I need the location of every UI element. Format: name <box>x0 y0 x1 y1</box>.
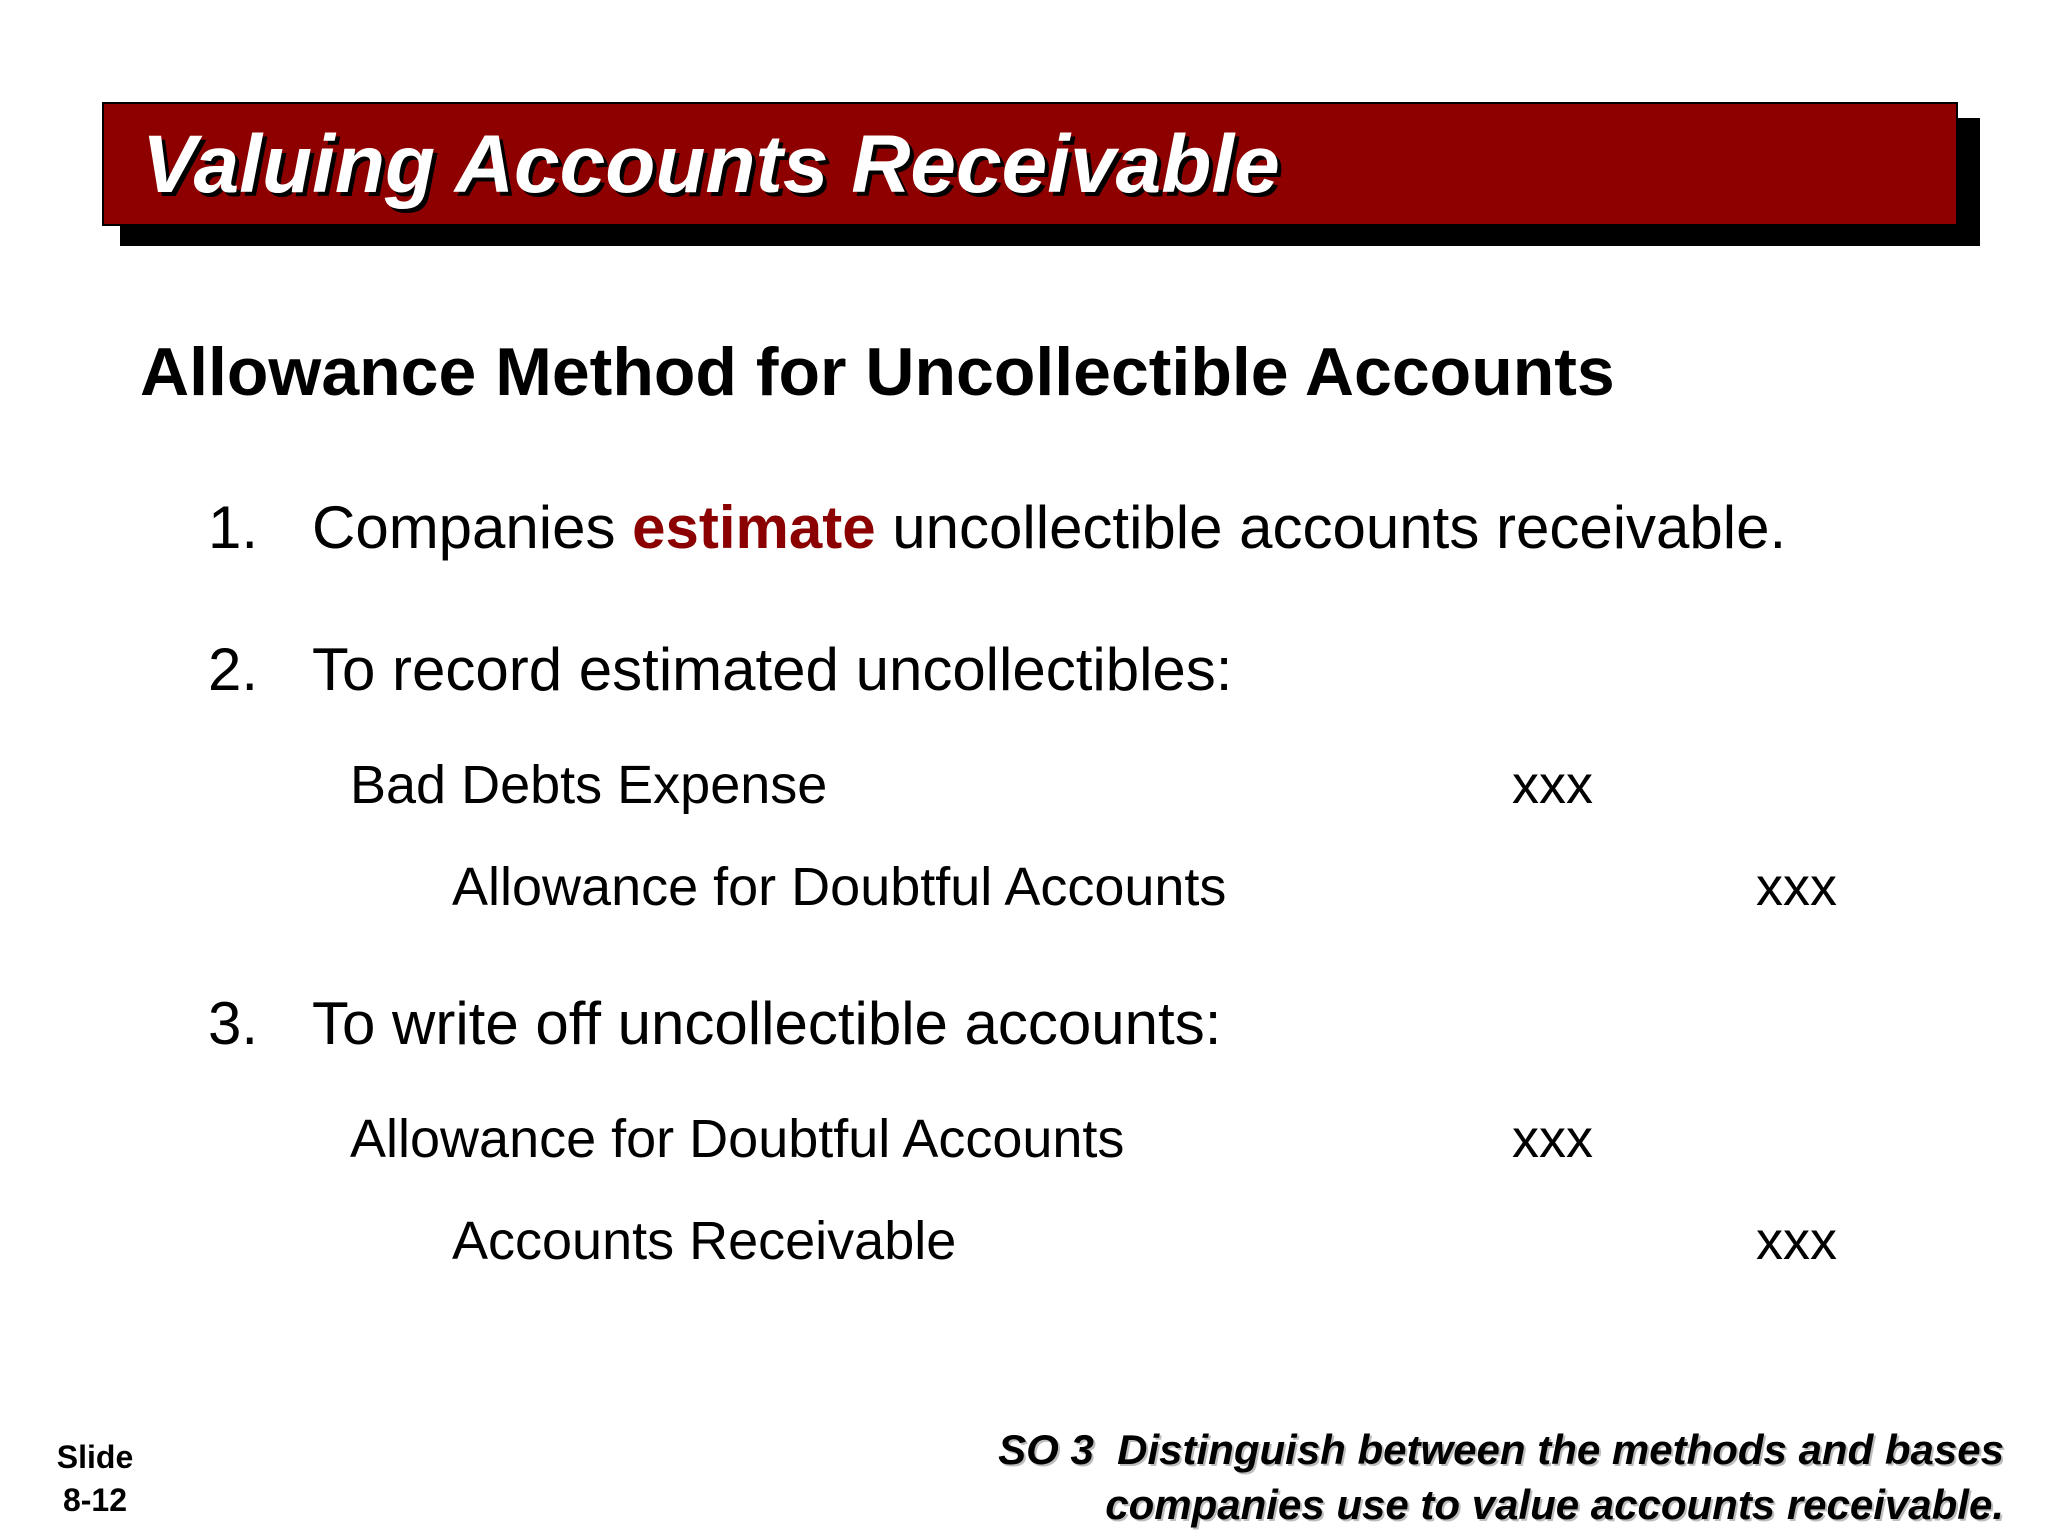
study-objective-line-2: companies use to value accounts receivable. <box>1105 1481 2004 1529</box>
journal-credit-account: Allowance for Doubtful Accounts <box>452 857 1227 917</box>
study-objective <box>998 1422 2004 1533</box>
journal-debit-amount: xxx <box>1512 1109 1593 1169</box>
list-item-number: 3. <box>208 990 259 1057</box>
list-item-2 <box>208 636 1233 703</box>
slide-number-label <box>40 1436 150 1522</box>
journal-credit-amount: xxx <box>1756 1211 1837 1271</box>
journal-credit-amount: xxx <box>1756 857 1837 917</box>
list-item-number: 1. <box>208 494 259 561</box>
slide-title: Valuing Accounts Receivable <box>142 119 1280 210</box>
emphasis-word: estimate <box>632 494 876 561</box>
slide-word: Slide <box>56 1439 134 1475</box>
journal-debit-amount: xxx <box>1512 755 1593 815</box>
study-objective-line-1: SO 3 Distinguish between the methods and bases <box>998 1426 2004 1473</box>
list-item-text-after: uncollectible accounts receivable. <box>875 494 1787 561</box>
list-item-1 <box>208 494 1787 561</box>
list-item-number: 2. <box>208 636 259 703</box>
list-item-text: To write off uncollectible accounts: <box>312 990 1222 1057</box>
journal-debit-account: Bad Debts Expense <box>350 755 828 815</box>
journal-debit-account: Allowance for Doubtful Accounts <box>350 1109 1125 1169</box>
slide-number: 8-12 <box>62 1482 128 1519</box>
list-item-text: To record estimated uncollectibles: <box>312 636 1233 703</box>
list-item-3 <box>208 990 1222 1057</box>
title-bar <box>102 102 1958 226</box>
journal-credit-account: Accounts Receivable <box>452 1211 957 1271</box>
list-item-text-before: Companies <box>312 494 633 561</box>
section-heading: Allowance Method for Uncollectible Accounts <box>140 334 1615 410</box>
